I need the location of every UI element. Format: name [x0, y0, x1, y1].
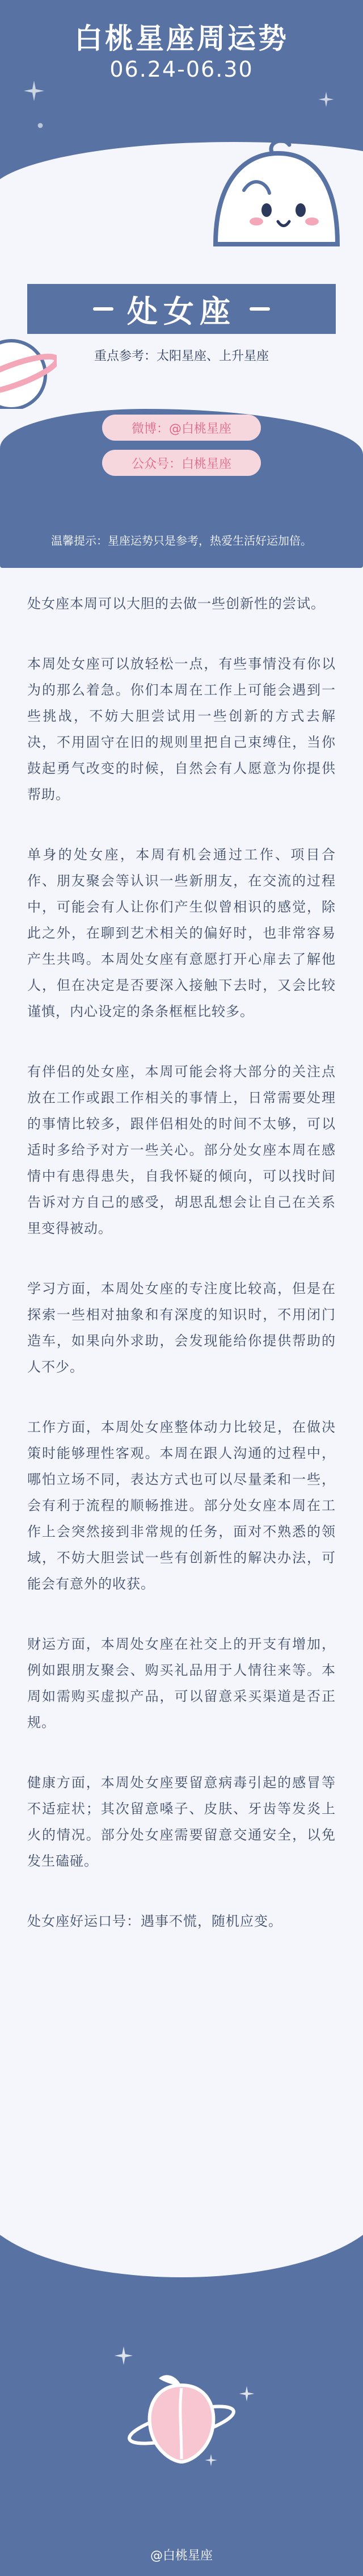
footer	[0, 2215, 363, 2576]
paragraph: 健康方面，本周处女座要留意病毒引起的感冒等不适症状；其次留意嗓子、皮肤、牙齿等发炎上火的情况。部分处女座需要留意交通安全，以免发生磕碰。	[27, 1775, 336, 1869]
banner-dash-left	[93, 307, 113, 311]
peach-planet-icon	[125, 2362, 238, 2470]
paragraph: 工作方面，本周处女座整体动力比较足，在做决策时能够理性客观。本周在跟人沟通的过程中，哪怕立场不同，表达方式也可以尽量柔和一些，会有利于流程的顺畅推进。部分处女座本周在工作上会突然接到非常规的任务，面对不熟悉的领域，不妨大胆尝试一些有创新性的解决办法，可能会有意外的收获。	[27, 1419, 336, 1592]
planet-icon	[0, 329, 57, 409]
sign-banner	[27, 284, 336, 334]
paragraph: 处女座本周可以大胆的去做一些创新性的尝试。	[27, 596, 325, 612]
banner-dash-right	[250, 307, 270, 311]
paragraph: 本周处女座可以放轻松一点，有些事情没有你以为的那么着急。你们本周在工作上可能会遇到一些挑战，不妨大胆尝试用一些创新的方式去解决，不用固守在旧的规则里把自己束缚住，当你鼓起勇气改变的时候，自然会有人愿意为你提供帮助。	[27, 656, 336, 802]
paragraph: 学习方面，本周处女座的专注度比较高，但是在探索一些相对抽象和有深度的知识时，不用闭门造车，如果向外求助，会发现能给你提供帮助的人不少。	[27, 1281, 336, 1375]
sparkle-icon	[238, 2385, 255, 2402]
sparkle-icon	[23, 80, 45, 102]
footer-wave	[0, 2215, 363, 2277]
date-range: 06.24-06.30	[109, 57, 254, 82]
paragraph: 财运方面，本周处女座在社交上的开支有增加，例如跟朋友聚会、购买礼品用于人情往来等。本周如需购买虚拟产品，可以留意采买渠道是否正规。	[27, 1636, 336, 1730]
peach-mascot-icon	[204, 136, 340, 250]
tip-text: 温馨提示：星座运势只是参考，热爱生活好运加倍。	[51, 533, 312, 547]
hero-header	[0, 0, 363, 409]
page-title: 白桃星座周运势	[74, 22, 289, 55]
horoscope-content	[0, 591, 363, 1968]
weibo-pill: 微博：@白桃星座	[102, 415, 261, 441]
footer-credit: @白桃星座	[150, 2549, 213, 2563]
paragraph: 单身的处女座，本周有机会通过工作、项目合作、朋友聚会等认识一些新朋友，在交流的过程中，可能会有人让你们产生似曾相识的感觉，除此之外，在聊到艺术相关的偏好时，也非常容易产生共鸣。本周处女座有意愿打开心扉去了解他人，但在决定是否要深入接触下去时，又会比较谨慎，内心设定的条条框框比较多。	[27, 847, 336, 1019]
reference-note: 重点参考：太阳星座、上升星座	[94, 349, 269, 363]
sparkle-icon	[318, 91, 335, 108]
wechat-pill: 公众号：白桃星座	[102, 450, 261, 476]
paragraph: 有伴侣的处女座，本周可能会将大部分的关注点放在工作或跟工作相关的事情上，日常需要处理的事情比较多，跟伴侣相处的时间不太够，可以适时多给予对方一些关心。部分处女座本周在感情中有患得患失，自我怀疑的倾向，可以找时间告诉对方自己的感受，胡思乱想会让自己在关系里变得被动。	[27, 1064, 336, 1236]
paragraph: 处女座好运口号：遇事不慌，随机应变。	[27, 1913, 282, 1929]
tip-bar	[0, 511, 363, 568]
sign-name: 处女座	[127, 293, 236, 329]
sparkle-icon	[34, 119, 47, 132]
